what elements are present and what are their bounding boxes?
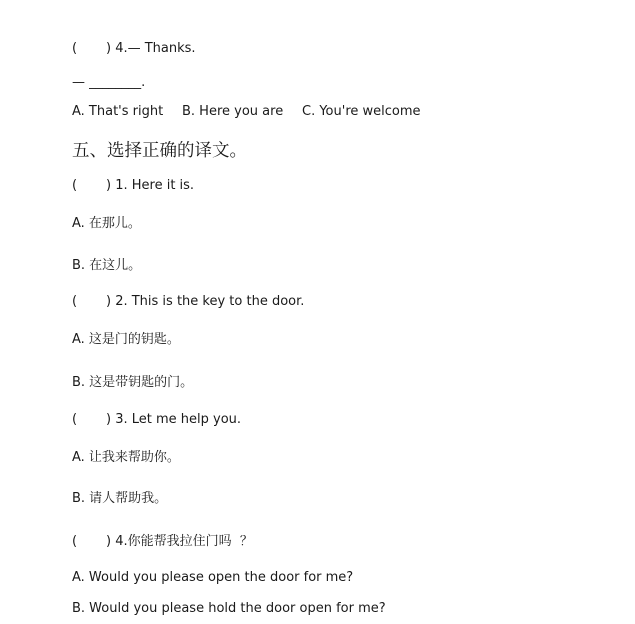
option-b: B. Here you are: [182, 104, 284, 119]
option-b: B. 请人帮助我。: [72, 491, 168, 506]
option-b: B. Would you please hold the door open for me?: [72, 601, 386, 616]
section-heading: 五、选择正确的译文。: [72, 141, 247, 161]
option-a: A. 在那儿。: [72, 216, 141, 231]
option-a: A. Would you please open the door for me?: [72, 570, 354, 585]
option-b: B. 在这儿。: [72, 258, 142, 273]
option-c: C. You're welcome: [302, 104, 421, 119]
option-a: A. That's right: [72, 104, 164, 119]
question-stem: ( ) 4.— Thanks.: [72, 41, 196, 56]
option-a: A. 让我来帮助你。: [72, 450, 180, 465]
question-stem: ( ) 1. Here it is.: [72, 178, 195, 193]
option-a: A. 这是门的钥匙。: [72, 332, 180, 347]
question-stem: ( ) 3. Let me help you.: [72, 412, 242, 427]
question-stem: ( ) 4.你能帮我拉住门吗 ？: [72, 534, 253, 549]
answer-blank: — ________.: [72, 75, 146, 90]
question-stem: ( ) 2. This is the key to the door.: [72, 294, 305, 309]
option-b: B. 这是带钥匙的门。: [72, 375, 194, 390]
